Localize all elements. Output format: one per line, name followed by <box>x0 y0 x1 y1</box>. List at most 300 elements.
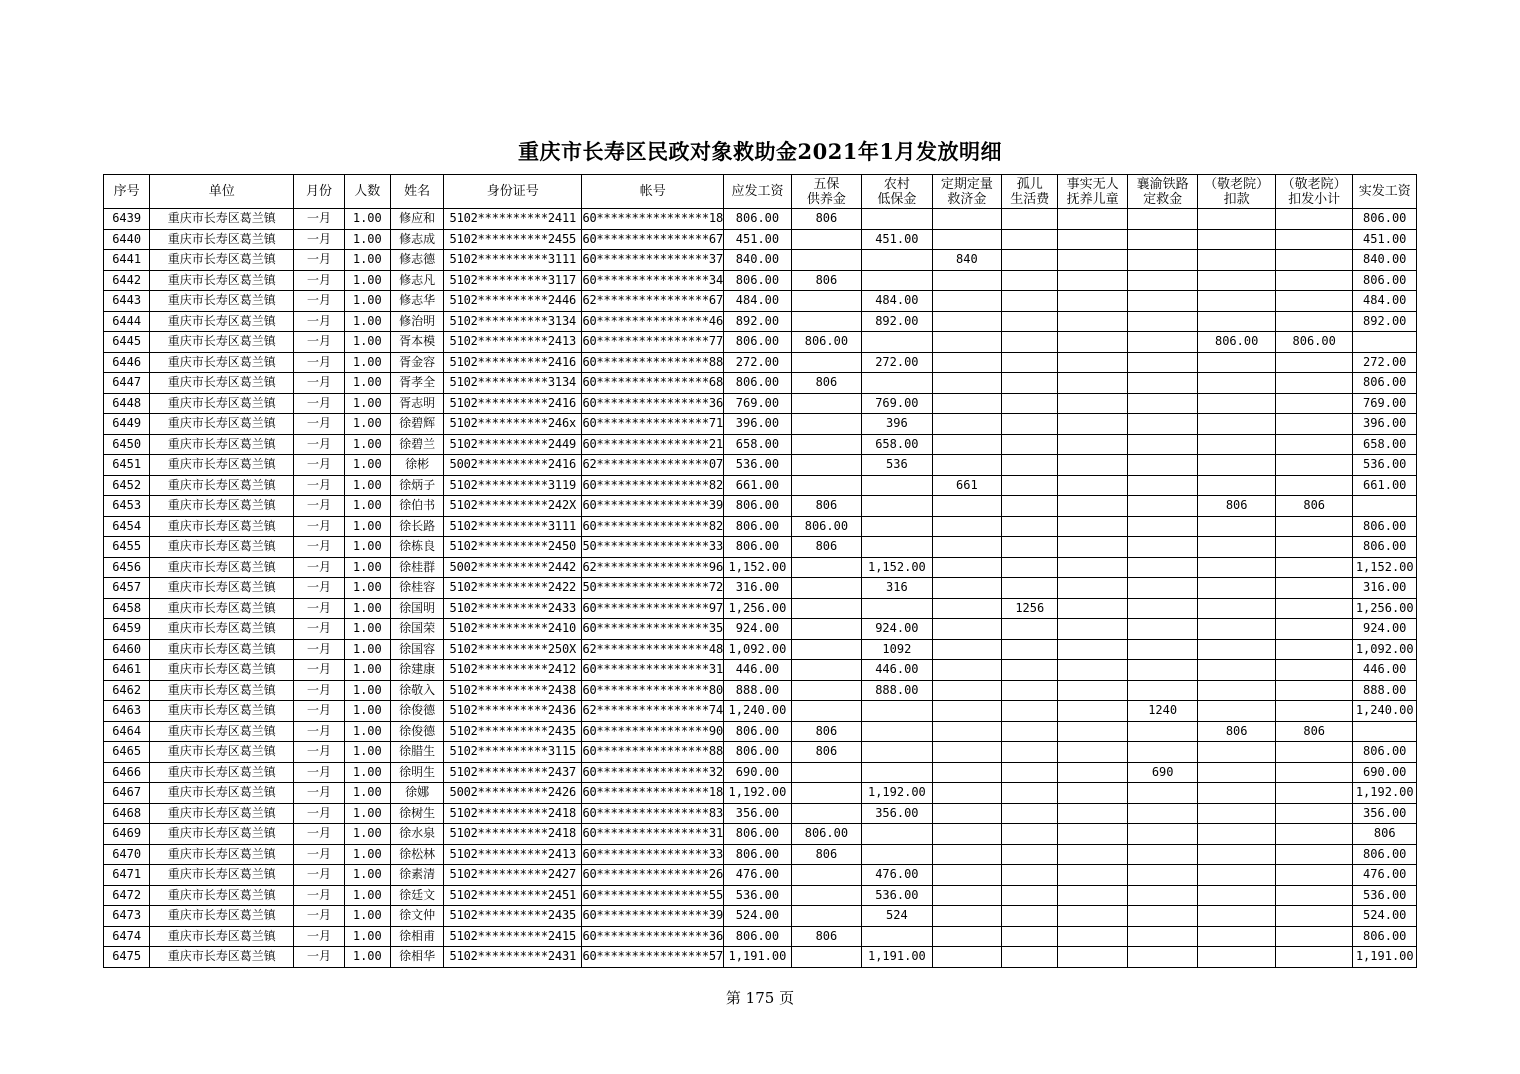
table-cell: 重庆市长寿区葛兰镇 <box>150 475 294 496</box>
table-cell: 重庆市长寿区葛兰镇 <box>150 660 294 681</box>
table-cell <box>1058 578 1127 599</box>
table-row <box>104 885 1417 906</box>
table-cell <box>1002 742 1058 763</box>
table-cell: 1.00 <box>344 906 390 927</box>
table-cell <box>1002 311 1058 332</box>
table-cell <box>862 537 932 558</box>
table-cell: 451.00 <box>862 229 932 250</box>
table-cell <box>1275 844 1353 865</box>
table-row <box>104 701 1417 722</box>
table-row <box>104 291 1417 312</box>
table-cell: 重庆市长寿区葛兰镇 <box>150 701 294 722</box>
table-cell <box>1058 947 1127 968</box>
table-cell: 6466 <box>104 762 150 783</box>
table-cell: 徐碧兰 <box>390 434 443 455</box>
table-row <box>104 721 1417 742</box>
table-cell: 一月 <box>294 209 344 230</box>
table-cell: 重庆市长寿区葛兰镇 <box>150 496 294 517</box>
table-cell <box>1275 762 1353 783</box>
table-cell <box>862 516 932 537</box>
table-cell <box>1127 619 1197 640</box>
table-row <box>104 496 1417 517</box>
table-row <box>104 434 1417 455</box>
table-cell: 1.00 <box>344 598 390 619</box>
table-cell: 6473 <box>104 906 150 927</box>
table-cell: 重庆市长寿区葛兰镇 <box>150 455 294 476</box>
table-cell <box>1002 291 1058 312</box>
table-cell: 重庆市长寿区葛兰镇 <box>150 434 294 455</box>
table-cell: 5102**********2413 <box>444 332 582 353</box>
table-cell: 6450 <box>104 434 150 455</box>
table-cell: 一月 <box>294 516 344 537</box>
table-cell: 1.00 <box>344 516 390 537</box>
table-cell <box>1198 311 1276 332</box>
table-cell <box>1002 393 1058 414</box>
table-cell <box>1058 434 1127 455</box>
table-cell: 6439 <box>104 209 150 230</box>
table-cell: 484.00 <box>724 291 791 312</box>
table-cell: 50****************33 <box>582 537 724 558</box>
table-cell: 5102**********3119 <box>444 475 582 496</box>
table-cell: 5102**********2438 <box>444 680 582 701</box>
table-cell: 一月 <box>294 373 344 394</box>
column-header <box>390 175 443 209</box>
table-cell: 1.00 <box>344 660 390 681</box>
column-header-line: 身份证号 <box>486 184 539 199</box>
table-cell: 徐栋良 <box>390 537 443 558</box>
table-cell: 一月 <box>294 885 344 906</box>
page-footer <box>0 987 1520 1008</box>
table-cell <box>1002 824 1058 845</box>
table-cell <box>1275 352 1353 373</box>
table-cell: 一月 <box>294 906 344 927</box>
table-cell: 1.00 <box>344 762 390 783</box>
table-row <box>104 639 1417 660</box>
table-cell: 62****************96 <box>582 557 724 578</box>
table-cell <box>1127 209 1197 230</box>
table-cell: 316 <box>862 578 932 599</box>
table-cell: 5102**********2449 <box>444 434 582 455</box>
table-cell: 5102**********2416 <box>444 352 582 373</box>
table-cell: 60****************31 <box>582 824 724 845</box>
table-cell <box>1127 352 1197 373</box>
table-cell: 60****************46 <box>582 311 724 332</box>
table-cell: 356.00 <box>1353 803 1417 824</box>
table-cell <box>1198 701 1276 722</box>
table-cell <box>1127 332 1197 353</box>
table-cell <box>1058 660 1127 681</box>
table-cell <box>1275 516 1353 537</box>
table-cell <box>1058 332 1127 353</box>
column-header-line: （敬老院） <box>1281 176 1347 192</box>
table-cell <box>1058 414 1127 435</box>
table-cell: 6459 <box>104 619 150 640</box>
table-cell <box>932 742 1001 763</box>
table-cell: 重庆市长寿区葛兰镇 <box>150 906 294 927</box>
table-cell: 徐明生 <box>390 762 443 783</box>
table-cell: 60****************82 <box>582 516 724 537</box>
table-cell: 806.00 <box>724 926 791 947</box>
table-cell <box>1198 250 1276 271</box>
table-cell: 1,192.00 <box>724 783 791 804</box>
column-header-line: 定救金 <box>1143 191 1183 207</box>
table-cell: 1.00 <box>344 209 390 230</box>
table-cell <box>1198 434 1276 455</box>
table-cell <box>1275 291 1353 312</box>
table-cell: 1,256.00 <box>1353 598 1417 619</box>
table-cell: 重庆市长寿区葛兰镇 <box>150 516 294 537</box>
column-header-line: 供养金 <box>806 191 846 207</box>
table-cell: 806 <box>791 537 861 558</box>
table-row <box>104 516 1417 537</box>
table-cell: 806.00 <box>1353 742 1417 763</box>
table-cell: 806.00 <box>1353 926 1417 947</box>
table-cell: 徐娜 <box>390 783 443 804</box>
table-cell: 重庆市长寿区葛兰镇 <box>150 332 294 353</box>
table-cell <box>1198 393 1276 414</box>
table-cell: 6447 <box>104 373 150 394</box>
table-cell <box>862 209 932 230</box>
table-cell <box>1127 680 1197 701</box>
table-cell <box>1002 803 1058 824</box>
table-cell: 一月 <box>294 537 344 558</box>
table-cell <box>932 639 1001 660</box>
table-cell: 1,192.00 <box>1353 783 1417 804</box>
table-cell: 一月 <box>294 701 344 722</box>
table-cell: 60****************82 <box>582 475 724 496</box>
table-cell: 重庆市长寿区葛兰镇 <box>150 414 294 435</box>
table-cell: 5102**********3111 <box>444 250 582 271</box>
table-cell: 1.00 <box>344 721 390 742</box>
table-cell <box>791 885 861 906</box>
table-cell <box>932 578 1001 599</box>
table-cell: 徐国容 <box>390 639 443 660</box>
table-cell: 806.00 <box>724 373 791 394</box>
column-header-line: 事实无人 <box>1066 176 1119 192</box>
table-row <box>104 578 1417 599</box>
table-cell <box>1127 250 1197 271</box>
table-cell: 胥本模 <box>390 332 443 353</box>
table-cell: 重庆市长寿区葛兰镇 <box>150 229 294 250</box>
table-cell <box>932 496 1001 517</box>
table-cell <box>1127 578 1197 599</box>
table-cell: 6444 <box>104 311 150 332</box>
column-header <box>932 175 1001 209</box>
table-cell <box>1002 516 1058 537</box>
table-cell: 1.00 <box>344 291 390 312</box>
table-row <box>104 680 1417 701</box>
table-cell <box>1002 906 1058 927</box>
table-cell: 重庆市长寿区葛兰镇 <box>150 803 294 824</box>
table-cell: 5102**********2415 <box>444 926 582 947</box>
table-cell: 690 <box>1127 762 1197 783</box>
table-cell: 658.00 <box>724 434 791 455</box>
table-cell <box>1198 844 1276 865</box>
table-cell <box>791 352 861 373</box>
table-cell: 5102**********2436 <box>444 701 582 722</box>
table-cell: 1.00 <box>344 619 390 640</box>
table-cell: 60****************39 <box>582 496 724 517</box>
table-cell <box>1127 393 1197 414</box>
table-cell <box>791 250 861 271</box>
table-cell <box>1275 639 1353 660</box>
table-cell: 1,092.00 <box>1353 639 1417 660</box>
table-cell <box>1058 250 1127 271</box>
table-cell <box>1275 680 1353 701</box>
table-cell <box>1127 803 1197 824</box>
header-row <box>104 175 1417 209</box>
table-row <box>104 926 1417 947</box>
table-cell: 806 <box>791 844 861 865</box>
table-cell <box>1058 783 1127 804</box>
table-cell: 1.00 <box>344 742 390 763</box>
table-cell <box>791 229 861 250</box>
table-cell <box>1198 209 1276 230</box>
table-cell <box>932 352 1001 373</box>
table-cell <box>1002 496 1058 517</box>
table-cell: 5002**********2426 <box>444 783 582 804</box>
table-cell <box>932 373 1001 394</box>
column-header <box>1353 175 1417 209</box>
column-header <box>150 175 294 209</box>
table-cell: 1.00 <box>344 496 390 517</box>
column-header <box>444 175 582 209</box>
table-cell: 5102**********2446 <box>444 291 582 312</box>
table-cell: 658.00 <box>862 434 932 455</box>
table-cell: 一月 <box>294 270 344 291</box>
table-cell: 840.00 <box>1353 250 1417 271</box>
table-cell <box>932 660 1001 681</box>
table-cell <box>1002 947 1058 968</box>
table-cell <box>1198 475 1276 496</box>
table-cell: 806.00 <box>1353 844 1417 865</box>
table-cell <box>1002 885 1058 906</box>
table-cell <box>1127 557 1197 578</box>
table-cell: 484.00 <box>1353 291 1417 312</box>
table-cell <box>1002 783 1058 804</box>
table-cell <box>1127 516 1197 537</box>
table-cell: 1.00 <box>344 393 390 414</box>
table-cell <box>932 393 1001 414</box>
table-cell: 一月 <box>294 578 344 599</box>
table-cell: 5102**********2435 <box>444 906 582 927</box>
table-cell: 一月 <box>294 865 344 886</box>
table-cell: 重庆市长寿区葛兰镇 <box>150 291 294 312</box>
table-cell <box>932 906 1001 927</box>
table-header <box>104 175 1417 209</box>
table-cell <box>932 516 1001 537</box>
table-cell <box>1275 393 1353 414</box>
table-cell <box>791 578 861 599</box>
table-cell: 806.00 <box>724 270 791 291</box>
table-cell: 806.00 <box>724 332 791 353</box>
table-cell: 5102**********2418 <box>444 824 582 845</box>
table-cell: 892.00 <box>862 311 932 332</box>
table-cell: 1,256.00 <box>724 598 791 619</box>
table-cell: 661.00 <box>1353 475 1417 496</box>
table-cell: 524.00 <box>724 906 791 927</box>
table-cell: 重庆市长寿区葛兰镇 <box>150 619 294 640</box>
table-cell: 60****************32 <box>582 762 724 783</box>
table-cell: 徐树生 <box>390 803 443 824</box>
table-cell: 60****************18 <box>582 209 724 230</box>
table-cell <box>1002 926 1058 947</box>
table-cell <box>1198 516 1276 537</box>
table-cell: 5102**********3134 <box>444 311 582 332</box>
table-cell: 658.00 <box>1353 434 1417 455</box>
table-cell: 806.00 <box>724 721 791 742</box>
table-cell <box>791 455 861 476</box>
table-cell: 6472 <box>104 885 150 906</box>
table-cell <box>791 475 861 496</box>
table-cell: 806.00 <box>1275 332 1353 353</box>
table-row <box>104 475 1417 496</box>
table-cell: 924.00 <box>862 619 932 640</box>
table-cell: 1.00 <box>344 332 390 353</box>
table-cell: 1.00 <box>344 250 390 271</box>
table-cell <box>1002 701 1058 722</box>
table-cell <box>791 557 861 578</box>
table-cell <box>1058 680 1127 701</box>
table-cell <box>932 434 1001 455</box>
table-cell <box>932 332 1001 353</box>
table-cell: 徐水泉 <box>390 824 443 845</box>
table-cell: 476.00 <box>724 865 791 886</box>
column-header-line: 扣发小计 <box>1288 191 1341 207</box>
table-cell: 806 <box>791 270 861 291</box>
table-cell <box>1275 885 1353 906</box>
table-cell: 徐长路 <box>390 516 443 537</box>
table-cell: 806 <box>791 926 861 947</box>
table-cell: 徐国明 <box>390 598 443 619</box>
table-cell: 536.00 <box>862 885 932 906</box>
table-cell <box>932 414 1001 435</box>
table-cell <box>932 291 1001 312</box>
table-cell: 一月 <box>294 742 344 763</box>
table-cell <box>791 762 861 783</box>
table-cell <box>1002 434 1058 455</box>
table-cell: 1.00 <box>344 475 390 496</box>
page-number: 175 <box>745 989 775 1007</box>
page-prefix: 第 <box>725 989 741 1007</box>
table-cell <box>862 332 932 353</box>
table-cell: 451.00 <box>1353 229 1417 250</box>
table-cell <box>932 783 1001 804</box>
table-row <box>104 803 1417 824</box>
table-cell: 1.00 <box>344 270 390 291</box>
document-title: 重庆市长寿区民政对象救助金2021年1月发放明细 <box>517 139 1003 164</box>
table-cell: 重庆市长寿区葛兰镇 <box>150 598 294 619</box>
table-cell <box>791 414 861 435</box>
table-cell: 60****************90 <box>582 721 724 742</box>
table-cell: 62****************07 <box>582 455 724 476</box>
table-cell: 徐腊生 <box>390 742 443 763</box>
table-cell <box>1127 414 1197 435</box>
table-cell: 6448 <box>104 393 150 414</box>
table-cell: 6445 <box>104 332 150 353</box>
table-cell <box>1002 557 1058 578</box>
table-cell: 60****************67 <box>582 229 724 250</box>
table-cell <box>1002 680 1058 701</box>
column-header <box>582 175 724 209</box>
table-cell <box>862 270 932 291</box>
table-cell <box>932 229 1001 250</box>
table-cell <box>791 598 861 619</box>
table-cell <box>1058 496 1127 517</box>
table-cell: 806.00 <box>1353 270 1417 291</box>
table-cell: 6452 <box>104 475 150 496</box>
table-cell <box>1058 762 1127 783</box>
table-cell: 396.00 <box>1353 414 1417 435</box>
table-cell <box>932 844 1001 865</box>
column-header-line: 单位 <box>208 184 235 199</box>
table-cell <box>1058 352 1127 373</box>
table-cell: 1,152.00 <box>1353 557 1417 578</box>
table-cell: 徐廷文 <box>390 885 443 906</box>
table-cell <box>791 660 861 681</box>
table-row <box>104 557 1417 578</box>
table-cell: 6474 <box>104 926 150 947</box>
table-cell <box>1127 639 1197 660</box>
table-cell: 396.00 <box>724 414 791 435</box>
table-cell: 徐俊德 <box>390 721 443 742</box>
table-cell: 6451 <box>104 455 150 476</box>
table-cell <box>1127 434 1197 455</box>
table-cell <box>1198 578 1276 599</box>
table-cell: 5102**********2413 <box>444 844 582 865</box>
table-cell: 60****************36 <box>582 926 724 947</box>
table-cell: 1.00 <box>344 352 390 373</box>
table-cell <box>862 250 932 271</box>
table-cell: 806 <box>1198 721 1276 742</box>
table-cell: 6457 <box>104 578 150 599</box>
table-cell: 5102**********2422 <box>444 578 582 599</box>
column-header <box>862 175 932 209</box>
table-cell: 6453 <box>104 496 150 517</box>
table-cell: 重庆市长寿区葛兰镇 <box>150 844 294 865</box>
table-cell <box>1198 352 1276 373</box>
table-cell <box>1002 373 1058 394</box>
table-cell <box>1127 373 1197 394</box>
table-cell <box>791 783 861 804</box>
table-cell: 60****************26 <box>582 865 724 886</box>
table-cell: 60****************88 <box>582 742 724 763</box>
table-cell <box>1127 844 1197 865</box>
table-cell: 806 <box>791 496 861 517</box>
table-cell: 1,152.00 <box>724 557 791 578</box>
table-cell: 272.00 <box>1353 352 1417 373</box>
column-header <box>294 175 344 209</box>
table-cell: 徐相甫 <box>390 926 443 947</box>
table-cell: 6443 <box>104 291 150 312</box>
table-cell <box>1058 824 1127 845</box>
table-cell <box>1127 311 1197 332</box>
table-cell: 1,152.00 <box>862 557 932 578</box>
column-header <box>724 175 791 209</box>
table-cell <box>791 639 861 660</box>
table-cell <box>1127 598 1197 619</box>
table-cell: 6449 <box>104 414 150 435</box>
table-cell: 徐彬 <box>390 455 443 476</box>
table-cell <box>1058 537 1127 558</box>
table-cell <box>1058 844 1127 865</box>
table-cell: 1,092.00 <box>724 639 791 660</box>
table-cell <box>791 947 861 968</box>
table-cell <box>791 865 861 886</box>
table-cell: 1.00 <box>344 414 390 435</box>
table-cell <box>1275 209 1353 230</box>
column-header-line: （敬老院） <box>1204 176 1270 192</box>
